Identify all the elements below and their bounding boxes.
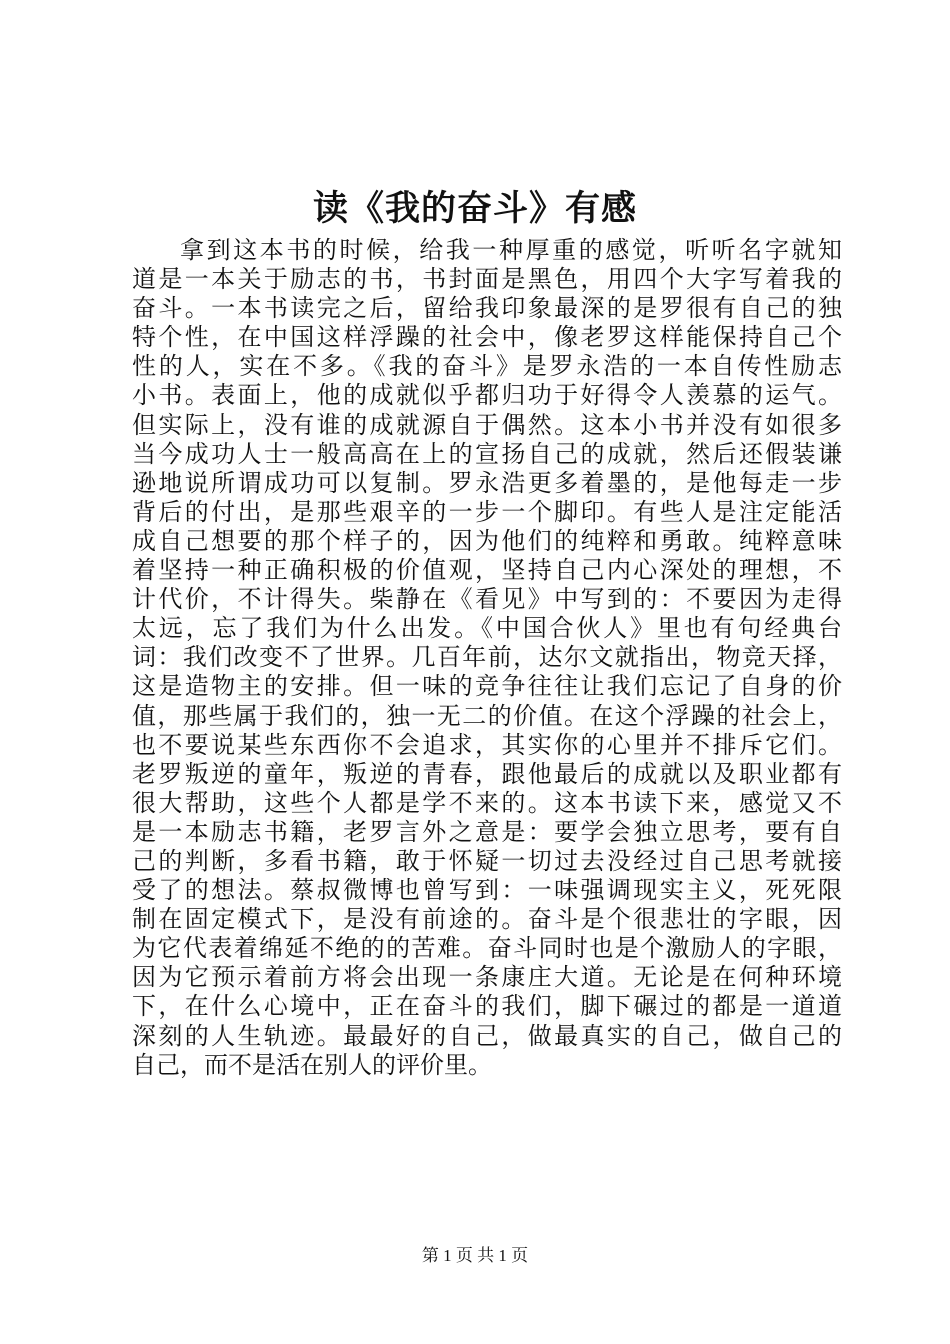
text-line: 下，在什么心境中，正在奋斗的我们，脚下碾过的都是一道道: [132, 992, 842, 1021]
text-line: 这是造物主的安排。但一味的竞争往往让我们忘记了自身的价: [132, 672, 842, 701]
text-line: 己的判断，多看书籍，敢于怀疑一切过去没经过自己思考就接: [132, 846, 842, 875]
body-paragraph: [132, 236, 842, 1080]
text-line: 老罗叛逆的童年，叛逆的青春，跟他最后的成就以及职业都有: [132, 759, 842, 788]
page-number-footer: 第 1 页 共 1 页: [421, 1246, 529, 1265]
text-line: 也不要说某些东西你不会追求，其实你的心里并不排斥它们。: [132, 730, 842, 759]
text-line: 为它代表着绵延不绝的的苦难。奋斗同时也是个激励人的字眼，: [132, 934, 842, 963]
text-line: 很大帮助，这些个人都是学不来的。这本书读下来，感觉又不: [132, 788, 842, 817]
text-line: 小书。表面上，他的成就似乎都归功于好得令人羡慕的运气。: [132, 381, 842, 410]
text-line: 自己，而不是活在别人的评价里。: [132, 1050, 492, 1079]
text-line: 当今成功人士一般高高在上的宣扬自己的成就，然后还假装谦: [132, 439, 842, 468]
text-line: 词：我们改变不了世界。几百年前，达尔文就指出，物竞天择，: [132, 643, 842, 672]
text-line: 值，那些属于我们的，独一无二的价值。在这个浮躁的社会上，: [132, 701, 842, 730]
text-line: 拿到这本书的时候，给我一种厚重的感觉，听听名字就知: [180, 236, 842, 264]
text-line: 但实际上，没有谁的成就源自于偶然。这本小书并没有如很多: [132, 410, 842, 439]
text-line: 受了的想法。蔡叔微博也曾写到：一味强调现实主义，死死限: [132, 876, 842, 905]
text-line: 因为它预示着前方将会出现一条康庄大道。无论是在何种环境: [132, 963, 842, 992]
text-line: 制在固定模式下，是没有前途的。奋斗是个很悲壮的字眼，因: [132, 905, 842, 934]
text-line: 是一本励志书籍，老罗言外之意是：要学会独立思考，要有自: [132, 817, 842, 846]
text-line: 背后的付出，是那些艰辛的一步一个脚印。有些人是注定能活: [132, 497, 842, 526]
text-line: 着坚持一种正确积极的价值观，坚持自己内心深处的理想，不: [132, 556, 842, 585]
text-line: 奋斗。一本书读完之后，留给我印象最深的是罗很有自己的独: [132, 294, 842, 323]
text-line: 道是一本关于励志的书，书封面是黑色，用四个大字写着我的: [132, 265, 842, 294]
text-line: 成自己想要的那个样子的，因为他们的纯粹和勇敢。纯粹意味: [132, 526, 842, 555]
text-line: 计代价，不计得失。柴静在《看见》中写到的：不要因为走得: [132, 585, 842, 614]
text-line: 性的人，实在不多。《我的奋斗》是罗永浩的一本自传性励志: [132, 352, 842, 381]
text-line: 太远，忘了我们为什么出发。《中国合伙人》里也有句经典台: [132, 614, 842, 643]
text-line: 特个性，在中国这样浮躁的社会中，像老罗这样能保持自己个: [132, 323, 842, 352]
text-line: 深刻的人生轨迹。最最好的自己，做最真实的自己，做自己的: [132, 1021, 842, 1050]
page-title: 读《我的奋斗》有感: [312, 188, 637, 229]
text-line: 逊地说所谓成功可以复制。罗永浩更多着墨的，是他每走一步: [132, 468, 842, 497]
